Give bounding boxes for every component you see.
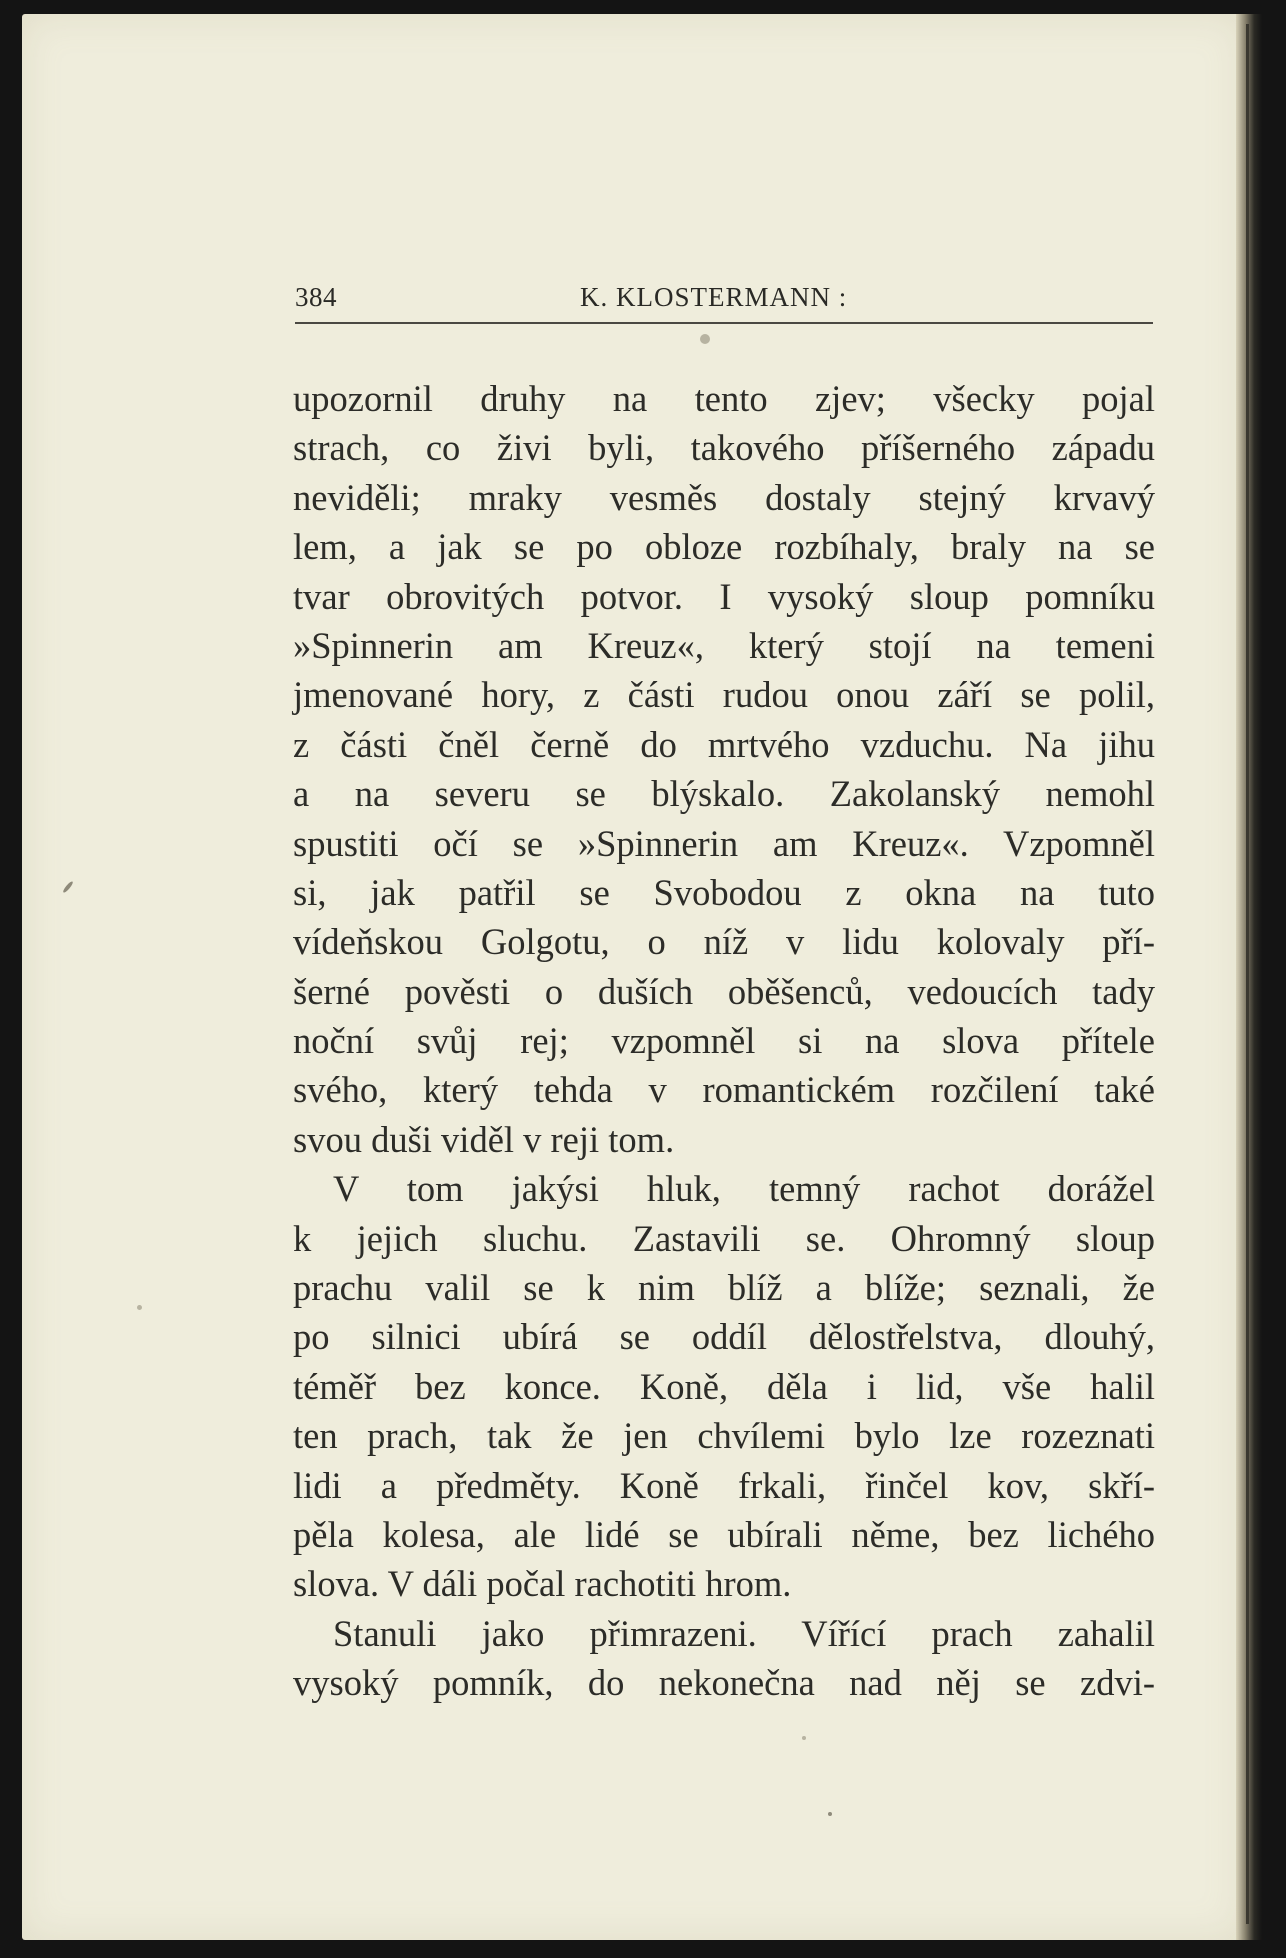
page-edge-line — [1246, 24, 1249, 1924]
paper-speck — [137, 1305, 142, 1310]
text-line: lem, a jak se po obloze rozbíhaly, braly na se — [293, 526, 1155, 568]
text-line: a na severu se blýskalo. Zakolanský nemohl — [293, 773, 1155, 815]
text-line: lidi a předměty. Koně frkali, řinčel kov, skří- — [293, 1464, 1155, 1506]
text-line: noční svůj rej; vzpomněl si na slova přítele — [293, 1020, 1155, 1062]
text-line: neviděli; mraky vesměs dostaly stejný krvavý — [293, 476, 1155, 518]
page-header — [295, 278, 1153, 318]
text-line: V tom jakýsi hluk, temný rachot dorážel — [333, 1168, 1155, 1210]
body-text — [293, 374, 1155, 1708]
paper-speck — [828, 1812, 832, 1816]
text-line: pěla kolesa, ale lidé se ubírali něme, bez lichého — [293, 1513, 1155, 1555]
text-line: po silnici ubírá se oddíl dělostřelstva, dlouhý, — [293, 1316, 1155, 1358]
text-line: svého, který tehda v romantickém rozčilení také — [293, 1069, 1155, 1111]
header-rule — [295, 322, 1153, 324]
text-line: si, jak patřil se Svobodou z okna na tuto — [293, 871, 1155, 913]
paper-speck — [700, 334, 710, 344]
text-line: slova. V dáli počal rachotiti hrom. — [293, 1563, 792, 1605]
text-line: ten prach, tak že jen chvílemi bylo lze rozeznati — [293, 1415, 1155, 1457]
text-line: jmenované hory, z části rudou onou září se polil, — [293, 674, 1155, 716]
text-line: svou duši viděl v reji tom. — [293, 1118, 675, 1160]
book-spine-shadow — [1236, 14, 1262, 1940]
text-line: strach, co živi byli, takového příšerného západu — [293, 427, 1155, 469]
text-line: vysoký pomník, do nekonečna nad něj se zdvi- — [293, 1662, 1155, 1704]
running-head: K. KLOSTERMANN : — [580, 282, 848, 312]
text-line: Stanuli jako přimrazeni. Vířící prach zahalil — [333, 1612, 1155, 1654]
text-line: šerné pověsti o duších oběšenců, vedoucích tady — [293, 970, 1155, 1012]
paper-speck — [802, 1736, 806, 1740]
text-line: spustiti očí se »Spinnerin am Kreuz«. Vzpomněl — [293, 822, 1155, 864]
text-line: upozornil druhy na tento zjev; všecky pojal — [293, 378, 1155, 419]
page-number: 384 — [295, 282, 337, 312]
text-line: z části čněl černě do mrtvého vzduchu. Na jihu — [293, 723, 1155, 765]
text-line: téměř bez konce. Koně, děla i lid, vše halil — [293, 1365, 1155, 1407]
text-line: k jejich sluchu. Zastavili se. Ohromný sloup — [293, 1217, 1155, 1259]
text-line: prachu valil se k nim blíž a blíže; seznali, že — [293, 1267, 1155, 1309]
text-line: tvar obrovitých potvor. I vysoký sloup pomníku — [293, 575, 1155, 617]
text-line: vídeňskou Golgotu, o níž v lidu kolovaly pří- — [293, 921, 1155, 963]
text-line: »Spinnerin am Kreuz«, který stojí na temeni — [293, 624, 1155, 666]
